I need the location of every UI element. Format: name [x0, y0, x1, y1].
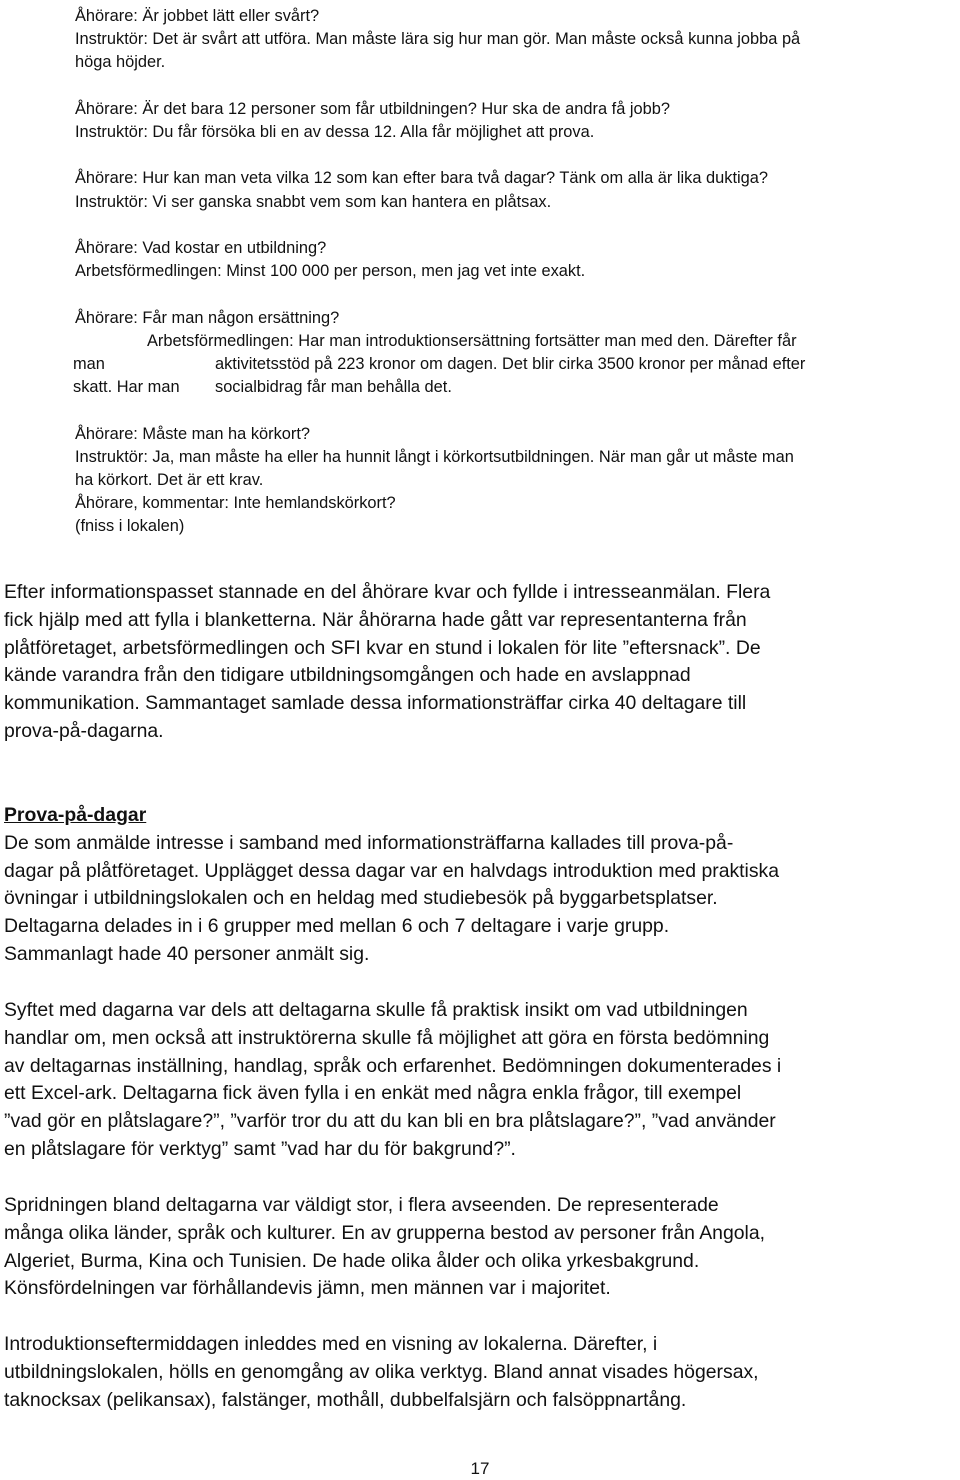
dialogue-block-2 — [75, 98, 955, 144]
dialogue-line: Instruktör: Ja, man måste ha eller ha hunnit långt i körkortsutbildningen. När man går ut måste man — [75, 447, 794, 466]
dialogue-line: höga höjder. — [75, 53, 166, 72]
text-line: plåtföretaget, arbetsförmedlingen och SFI kvar en stund i lokalen för lite ”eftersnack”. De — [4, 636, 761, 659]
dialogue-line: (fniss i lokalen) — [75, 517, 185, 536]
text-line: Efter informationspasset stannade en del åhörare kvar och fyllde i intresseanmälan. Flera — [4, 581, 771, 603]
body-paragraph — [4, 1192, 959, 1303]
dialogue-line — [73, 353, 955, 376]
text-line: dagar på plåtföretaget. Upplägget dessa dagar var en halvdags introduktion med praktiska — [4, 859, 780, 882]
text-line: ett Excel-ark. Deltagarna fick även fylla i en enkät med några enkla frågor, till exempel — [4, 1082, 742, 1105]
dialogue-fragment: socialbidrag får man behålla det. — [215, 378, 452, 397]
text-line: Könsfördelningen var förhållandevis jämn, men männen var i majoritet. — [4, 1277, 611, 1300]
text-line: Spridningen bland deltagarna var väldigt stor, i flera avseenden. De representerade — [4, 1194, 719, 1216]
text-line: en plåtslagare för verktyg” samt ”vad har du för bakgrund?”. — [4, 1137, 516, 1160]
paragraph-spread — [4, 1192, 959, 1303]
dialogue-line: Åhörare, kommentar: Inte hemlandskörkort? — [75, 494, 396, 513]
dialogue-line — [73, 376, 955, 399]
dialogue-line: Åhörare: Är jobbet lätt eller svårt? — [75, 7, 320, 25]
paragraph-purpose — [4, 997, 959, 1164]
dialogue-block-6 — [75, 423, 955, 539]
text-line: övningar i utbildningslokalen och en heldag med studiebesök på byggarbetsplatser. — [4, 887, 718, 910]
dialogue-line: Åhörare: Är det bara 12 personer som får utbildningen? Hur ska de andra få jobb? — [75, 99, 670, 118]
dialogue-line: Instruktör: Vi ser ganska snabbt vem som kan hantera en plåtsax. — [75, 192, 552, 211]
section-heading: Prova-på-dagar — [4, 804, 147, 826]
dialogue-block-1 — [75, 5, 955, 75]
page-number: 17 — [470, 1459, 490, 1478]
dialogue-block-5 — [75, 307, 955, 400]
paragraph-introduction — [4, 1331, 959, 1414]
interview-dialogue — [75, 5, 955, 562]
text-line: kände varandra från den tidigare utbildningsomgången och hade en avslappnad — [4, 664, 691, 687]
body-paragraph — [4, 830, 959, 969]
text-line: kommunikation. Sammantaget samlade dessa informationsträffar cirka 40 deltagare till — [4, 692, 747, 715]
text-line: många olika länder, språk och kulturer. En av grupperna bestod av personer från Angola, — [4, 1221, 766, 1244]
dialogue-block-3 — [75, 167, 955, 213]
dialogue-fragment: aktivitetsstöd på 223 kronor om dagen. Det blir cirka 3500 kronor per månad efter — [215, 354, 806, 373]
dialogue-line: Åhörare: Får man någon ersättning? — [75, 308, 340, 327]
text-line: Algeriet, Burma, Kina och Tunisien. De hade olika ålder och olika yrkesbakgrund. — [4, 1249, 700, 1272]
text-line: av deltagarnas inställning, handlag, språk och erfarenhet. Bedömningen dokumenterades i — [4, 1054, 782, 1077]
section-prova-pa-dagar — [4, 802, 959, 969]
text-line: taknocksax (pelikansax), falstänger, mothåll, dubbelfalsjärn och falsöppnartång. — [4, 1388, 687, 1411]
dialogue-line: Arbetsförmedlingen: Har man introduktionsersättning fortsätter man med den. Därefter får — [147, 331, 797, 350]
text-line: ”vad gör en plåtslagare?”, ”varför tror du att du kan bli en bra plåtslagare?”, ”vad använder — [4, 1110, 776, 1133]
paragraph-after-info — [4, 579, 959, 746]
body-paragraph — [4, 997, 959, 1164]
dialogue-block-4 — [75, 237, 955, 283]
text-line: De som anmälde intresse i samband med informationsträffarna kallades till prova-på- — [4, 831, 734, 854]
text-line: prova-på-dagarna. — [4, 719, 164, 742]
body-paragraph — [4, 1331, 959, 1414]
dialogue-line: Instruktör: Det är svårt att utföra. Man måste lära sig hur man gör. Man måste också kunna jobba på — [75, 30, 801, 49]
text-line: Deltagarna delades in i 6 grupper med mellan 6 och 7 deltagare i varje grupp. — [4, 915, 670, 938]
dialogue-line: Arbetsförmedlingen: Minst 100 000 per person, men jag vet inte exakt. — [75, 262, 586, 281]
text-line: Sammanlagt hade 40 personer anmält sig. — [4, 942, 370, 965]
dialogue-fragment: man — [73, 354, 105, 373]
dialogue-line: Åhörare: Vad kostar en utbildning? — [75, 238, 327, 257]
dialogue-line: Åhörare: Hur kan man veta vilka 12 som kan efter bara två dagar? Tänk om alla är lika duktiga? — [75, 169, 769, 188]
text-line: Syftet med dagarna var dels att deltagarna skulle få praktisk insikt om vad utbildningen — [4, 999, 748, 1021]
text-line: Introduktionseftermiddagen inleddes med en visning av lokalerna. Därefter, i — [4, 1333, 658, 1355]
dialogue-line: Åhörare: Måste man ha körkort? — [75, 424, 311, 443]
text-line: utbildningslokalen, hölls en genomgång av olika verktyg. Bland annat visades högersax, — [4, 1360, 759, 1383]
dialogue-fragment: skatt. Har man — [73, 378, 180, 397]
text-line: fick hjälp med att fylla i blanketterna. När åhörarna hade gått var representanterna från — [4, 608, 747, 631]
body-paragraph — [4, 579, 959, 746]
dialogue-line: ha körkort. Det är ett krav. — [75, 470, 264, 489]
dialogue-line: Instruktör: Du får försöka bli en av dessa 12. Alla får möjlighet att prova. — [75, 123, 595, 141]
text-line: handlar om, men också att instruktörerna skulle få möjlighet att göra en första bedömning — [4, 1026, 770, 1049]
